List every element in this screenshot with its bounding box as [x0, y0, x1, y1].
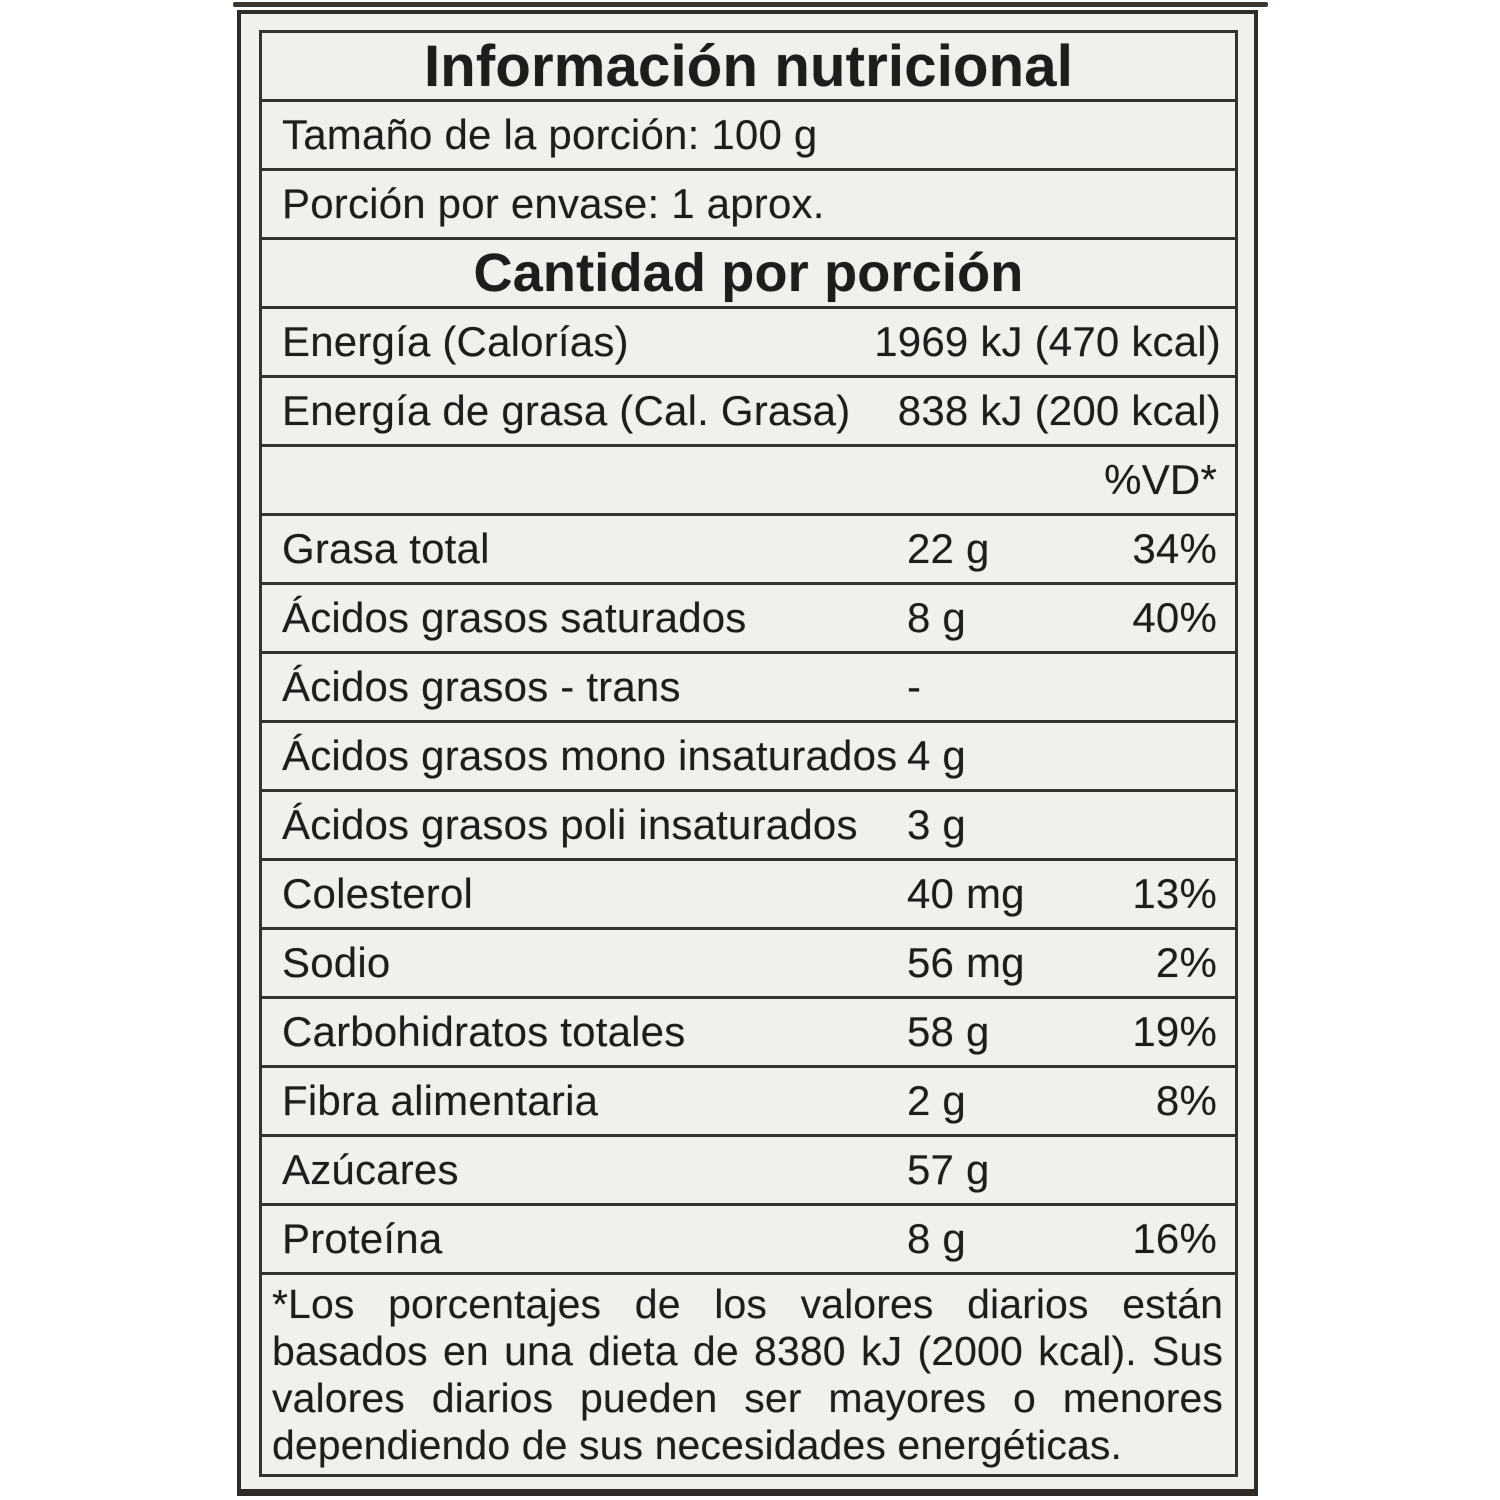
nutrition-label	[237, 10, 1258, 1496]
nutrient-dv: 34%	[1132, 525, 1217, 572]
photo-edge-strip-top	[233, 2, 1268, 7]
nutrient-name: Colesterol	[282, 870, 474, 917]
nutrient-name: Proteína	[282, 1215, 443, 1262]
amount-per-serving-title: Cantidad por porción	[473, 243, 1024, 303]
nutrient-row-dietary-fiber	[262, 1068, 1235, 1137]
energy-value: 1969 kJ (470 kcal)	[874, 318, 1221, 365]
energy-fat-value: 838 kJ (200 kcal)	[897, 387, 1221, 434]
nutrient-amount: 4 g	[907, 732, 966, 779]
energy-fat-row	[262, 378, 1235, 447]
footnote-line: valores diarios pueden ser mayores o menores	[272, 1375, 1223, 1421]
servings-per-container-row	[262, 171, 1235, 240]
footnote-line: basados en una dieta de 8380 kJ (2000 kcal). Sus	[272, 1328, 1223, 1374]
label-title: Información nutricional	[423, 33, 1074, 99]
nutrient-name: Ácidos grasos poli insaturados	[282, 801, 858, 848]
nutrient-amount: 56 mg	[907, 939, 1025, 986]
nutrient-dv: 2%	[1155, 939, 1217, 986]
nutrient-row-protein	[262, 1206, 1235, 1275]
amount-per-serving-header	[262, 240, 1235, 309]
nutrient-dv: 19%	[1132, 1008, 1217, 1055]
nutrient-row-cholesterol	[262, 861, 1235, 930]
nutrient-dv: 13%	[1132, 870, 1217, 917]
nutrient-row-total-carbohydrate	[262, 999, 1235, 1068]
nutrient-name: Ácidos grasos saturados	[282, 594, 747, 641]
nutrient-amount: 8 g	[907, 594, 966, 641]
footnote-line: dependiendo de sus necesidades energéticas.	[272, 1422, 1122, 1468]
nutrient-name: Grasa total	[282, 525, 490, 572]
nutrient-amount: 40 mg	[907, 870, 1025, 917]
servings-per-container-text: Porción por envase: 1 aprox.	[282, 180, 825, 227]
footnote-line: *Los porcentajes de los valores diarios están	[272, 1281, 1223, 1327]
nutrient-name: Fibra alimentaria	[282, 1077, 599, 1124]
energy-row	[262, 309, 1235, 378]
nutrient-amount: 22 g	[907, 525, 990, 572]
nutrient-row-polyunsaturated-fat	[262, 792, 1235, 861]
daily-value-header: %VD*	[1104, 456, 1217, 503]
nutrient-dv: 40%	[1132, 594, 1217, 641]
nutrient-dv: 16%	[1132, 1215, 1217, 1262]
nutrient-amount: 8 g	[907, 1215, 966, 1262]
nutrition-table	[259, 30, 1238, 1477]
energy-fat-label: Energía de grasa (Cal. Grasa)	[282, 387, 851, 434]
nutrient-dv: 8%	[1155, 1077, 1217, 1124]
nutrient-row-total-fat	[262, 516, 1235, 585]
nutrient-amount: -	[907, 663, 922, 710]
nutrient-amount: 58 g	[907, 1008, 990, 1055]
nutrient-name: Carbohidratos totales	[282, 1008, 686, 1055]
table-row-title	[262, 33, 1235, 102]
energy-label: Energía (Calorías)	[282, 318, 629, 365]
nutrient-row-trans-fat	[262, 654, 1235, 723]
daily-value-header-row	[262, 447, 1235, 516]
nutrient-row-monounsaturated-fat	[262, 723, 1235, 792]
nutrient-name: Ácidos grasos mono insaturados	[282, 732, 898, 779]
serving-size-row	[262, 102, 1235, 171]
nutrient-name: Sodio	[282, 939, 391, 986]
nutrient-amount: 57 g	[907, 1146, 990, 1193]
nutrient-row-sugars	[262, 1137, 1235, 1206]
nutrient-name: Azúcares	[282, 1146, 459, 1193]
nutrient-row-saturated-fat	[262, 585, 1235, 654]
nutrient-amount: 2 g	[907, 1077, 966, 1124]
nutrient-name: Ácidos grasos - trans	[282, 663, 681, 710]
serving-size-text: Tamaño de la porción: 100 g	[282, 111, 818, 158]
nutrient-row-sodium	[262, 930, 1235, 999]
footnote	[262, 1275, 1235, 1474]
nutrient-amount: 3 g	[907, 801, 966, 848]
